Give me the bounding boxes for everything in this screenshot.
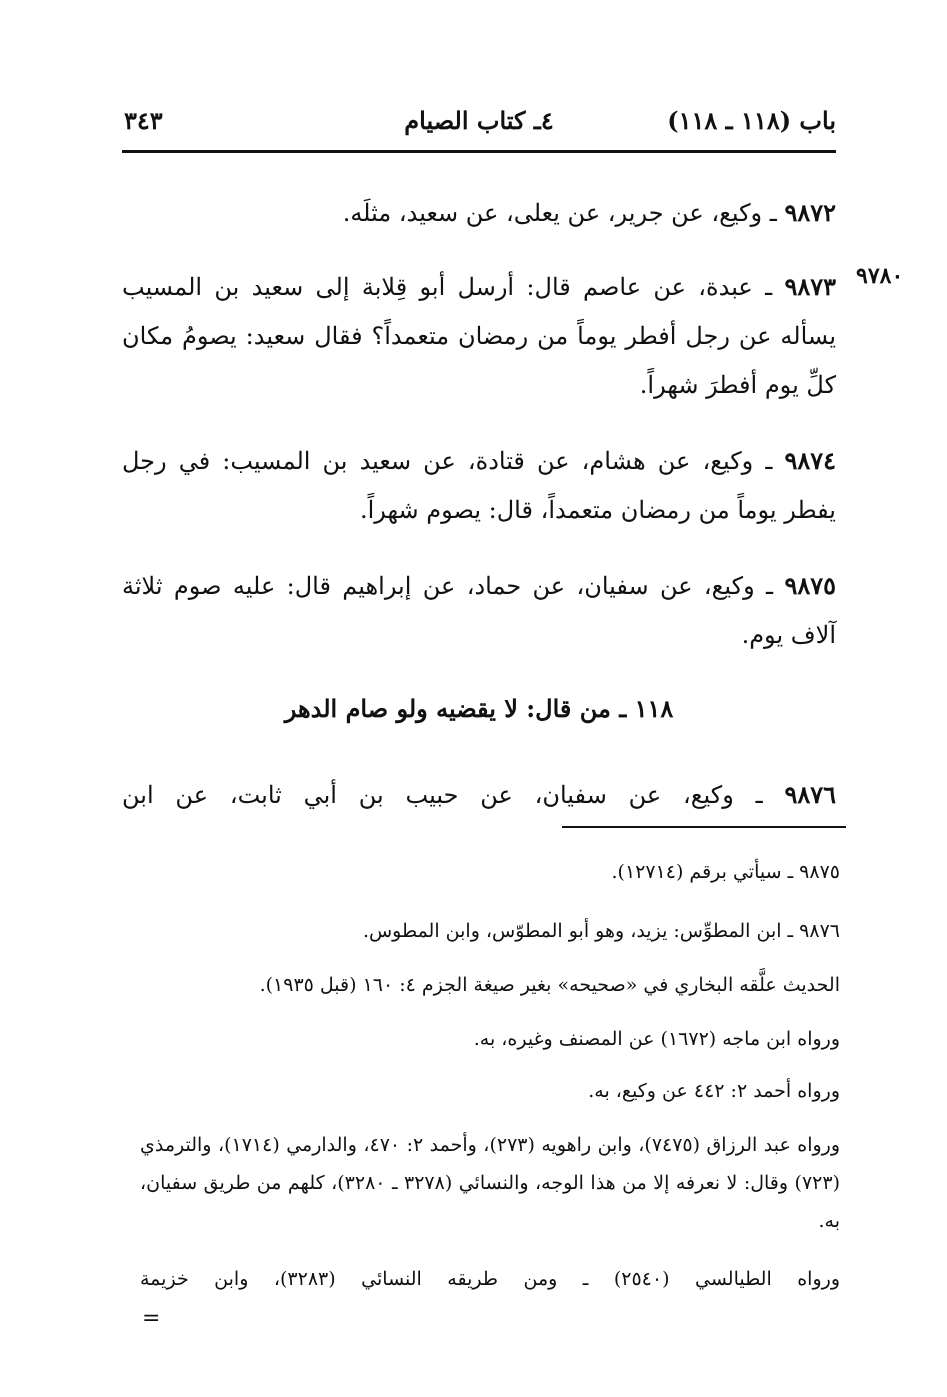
footnote: ٩٨٧٥ ـ سيأتي برقم (١٢٧١٤). <box>611 861 840 883</box>
entry-number: ٩٨٧٥ <box>784 571 836 600</box>
entry-text: ـ وكيع، عن سفيان، عن حبيب بن أبي ثابت، عن ابن <box>122 781 785 809</box>
hadith-entry <box>122 770 836 820</box>
entry-number: ٩٨٧٢ <box>784 198 836 227</box>
footnote: ورواه ابن ماجه (١٦٧٢) عن المصنف وغيره، به. <box>473 1028 840 1050</box>
entry-number: ٩٨٧٤ <box>784 446 836 475</box>
footnote: الحديث علَّقه البخاري في «صحيحه» بغير صيغة الجزم ٤: ١٦٠ (قبل ١٩٣٥). <box>259 974 840 996</box>
entry-number: ٩٨٧٣ <box>784 272 836 301</box>
entry-text: ـ وكيع، عن هشام، عن قتادة، عن سعيد بن المسيب: في رجل يفطر يوماً من رمضان متعمداً، قال: يصوم شهراً. <box>122 447 836 524</box>
continuation-mark: = <box>142 1306 161 1331</box>
entry-text: ـ وكيع، عن سفيان، عن حماد، عن إبراهيم قال: عليه صوم ثلاثة آلاف يوم. <box>122 572 836 649</box>
footnote-divider <box>562 826 846 828</box>
footnote: ورواه أحمد ٢: ٤٤٢ عن وكيع، به. <box>588 1080 840 1102</box>
page-number: ٣٤٣ <box>124 106 163 135</box>
chapter-label: باب (١١٨ ـ ١١٨) <box>667 106 836 135</box>
section-title: ١١٨ ـ من قال: لا يقضيه ولو صام الدهر <box>284 694 674 723</box>
header-divider <box>122 150 836 153</box>
hadith-entry <box>240 188 836 238</box>
footnote: ورواه الطيالسي (٢٥٤٠) ـ ومن طريقه النسائي (٣٢٨٣)، وابن خزيمة <box>140 1268 840 1290</box>
entry-text: ـ عبدة، عن عاصم قال: أرسل أبو قِلابة إلى سعيد بن المسيب يسأله عن رجل أفطر يوماً من رمضان متعمداً؟ فقال سعيد: يصومُ مكان كلِّ يوم أفطرَ شهراً. <box>122 273 836 399</box>
footnote: ورواه عبد الرزاق (٧٤٧٥)، وابن راهويه (٢٧٣)، وأحمد ٢: ٤٧٠، والدارمي (١٧١٤)، والترمذي (٧٢٣) وقال: لا نعرفه إلا من هذا الوجه، والنسائي (٣٢٧٨ ـ ٣٢٨٠)، كلهم من طريق سفيان، به. <box>140 1134 840 1232</box>
footnote: ٩٨٧٦ ـ ابن المطوِّس: يزيد، وهو أبو المطوّس، وابن المطوس. <box>362 920 840 942</box>
hadith-entry <box>122 262 836 410</box>
page-header <box>122 106 836 146</box>
hadith-entry <box>122 436 836 535</box>
book-title: ٤ـ كتاب الصيام <box>404 106 554 135</box>
entry-text: ـ وكيع، عن جرير، عن يعلى، عن سعيد، مثلَه. <box>342 199 785 227</box>
hadith-entry <box>122 561 836 660</box>
entry-number: ٩٨٧٦ <box>784 780 836 809</box>
side-reference-number: ٩٧٨٠ <box>856 263 904 289</box>
